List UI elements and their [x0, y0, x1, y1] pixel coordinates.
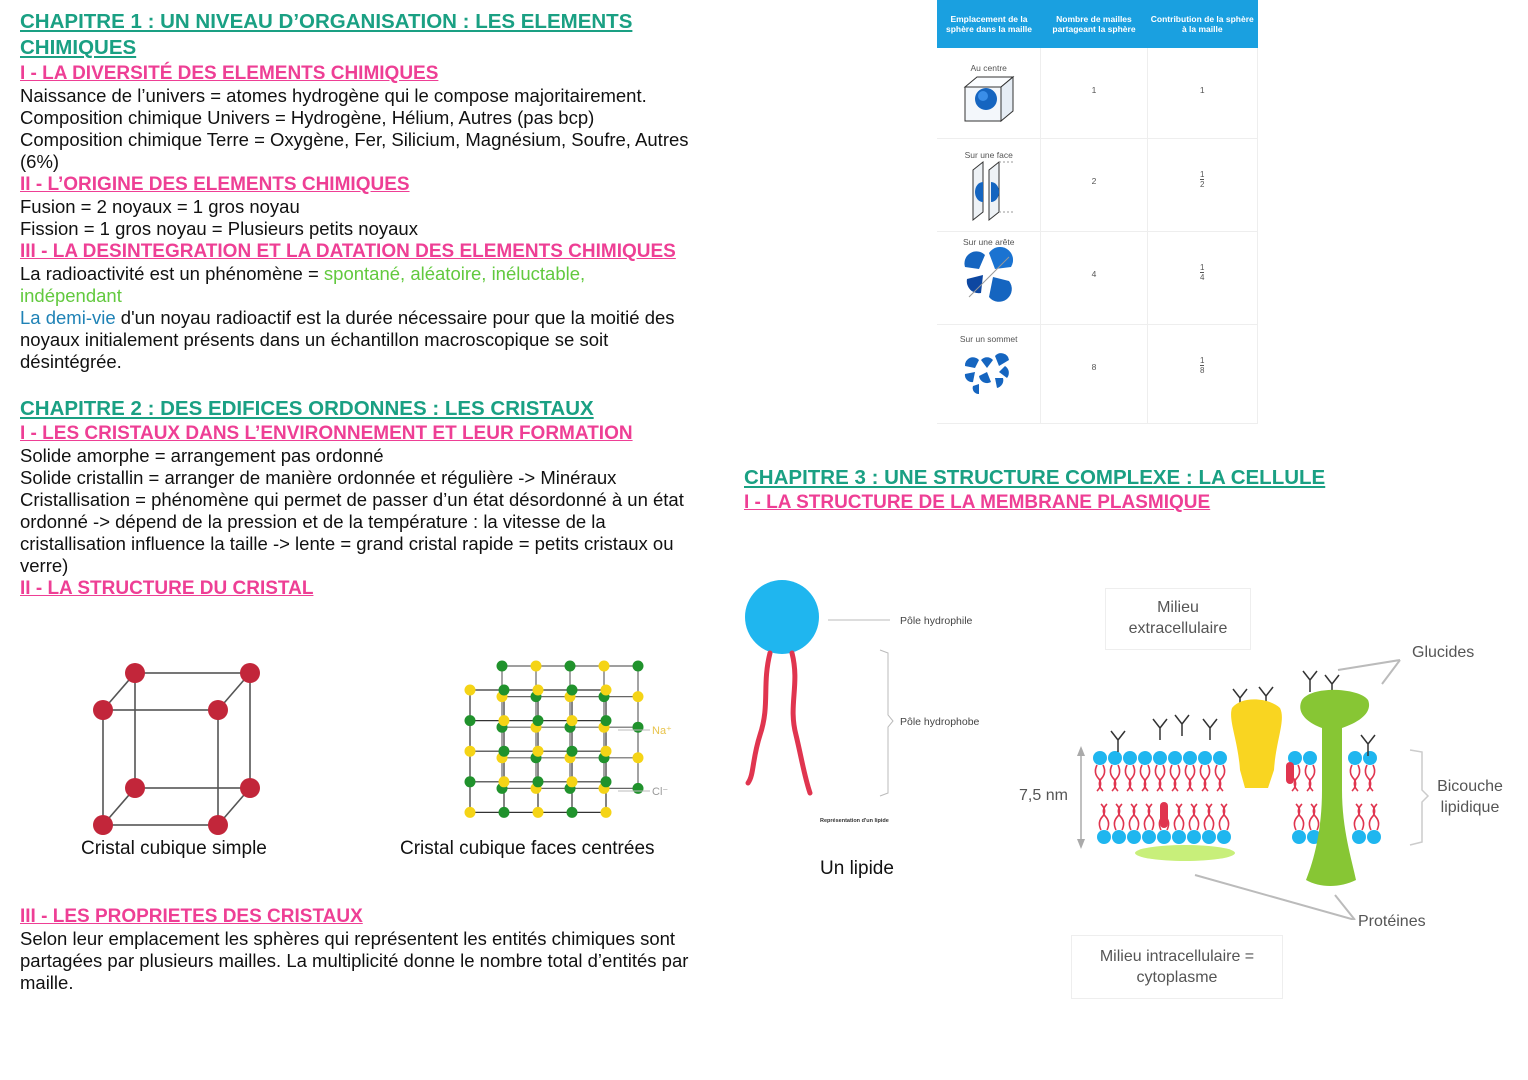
ch1-section2-title: II - L’ORIGINE DES ELEMENTS CHIMIQUES [20, 174, 410, 195]
extracellular-box: Milieu extracellulaire [1105, 588, 1251, 650]
ion-sphere [601, 746, 612, 757]
phospholipid-head [1112, 830, 1126, 844]
table-header: Emplacement de la sphère dans la maille [937, 0, 1041, 48]
face-sphere-icon [959, 160, 1019, 225]
row-label-edge: Sur une arête [962, 237, 1015, 247]
phospholipid-head [1363, 751, 1377, 765]
ch3-section1-title: I - LA STRUCTURE DE LA MEMBRANE PLASMIQUE [744, 492, 1211, 513]
row-contribution-fraction [1200, 170, 1204, 189]
ion-sphere [567, 807, 578, 818]
radioactivity-properties: spontané, aléatoire, inéluctable, indépendant [20, 263, 586, 306]
ch1-s1-line3: Composition chimique Terre = Oxygène, Fer, Silicium, Magnésium, Soufre, Autres (6%) [20, 129, 689, 172]
ion-sphere [567, 776, 578, 787]
table-header: Contribution de la sphère à la maille [1147, 0, 1257, 48]
radioactivity-intro: La radioactivité est un phénomène = [20, 263, 324, 284]
phospholipid-head [1097, 830, 1111, 844]
phospholipid-head [1123, 751, 1137, 765]
row-label-face: Sur une face [964, 150, 1013, 160]
ion-sphere [533, 746, 544, 757]
chapter3-title: CHAPITRE 3 : UNE STRUCTURE COMPLEXE : LA CELLULE [744, 466, 1326, 489]
phospholipid-head [1172, 830, 1186, 844]
fraction-denominator: 8 [1200, 366, 1205, 375]
phospholipid-head [1108, 751, 1122, 765]
ion-sphere [465, 746, 476, 757]
phospholipid-head [1217, 830, 1231, 844]
hydrophilic-head-icon [745, 580, 819, 654]
ch1-s2-line1: Fusion = 2 noyaux = 1 gros noyau [20, 196, 300, 217]
chapter1 [20, 9, 720, 373]
centre-sphere-icon [959, 75, 1019, 125]
ion-sphere [465, 776, 476, 787]
ch2-section1-title: I - LES CRISTAUX DANS L’ENVIRONNEMENT ET LEUR FORMATION [20, 423, 633, 444]
table-row [937, 48, 1258, 139]
phospholipid-head [1187, 830, 1201, 844]
ion-sphere [633, 691, 644, 702]
row-count: 8 [1091, 362, 1097, 372]
intracellular-box: Milieu intracellulaire = cytoplasme [1071, 935, 1283, 999]
fcc-nacl-diagram [460, 660, 690, 820]
phospholipid-head [1198, 751, 1212, 765]
ion-sphere [633, 722, 644, 733]
ch2-section2-title: II - LA STRUCTURE DU CRISTAL [20, 578, 314, 599]
row-count: 1 [1091, 85, 1097, 95]
ion-sphere [499, 685, 510, 696]
ion-sphere [499, 807, 510, 818]
row-count: 2 [1091, 176, 1097, 186]
ion-sphere [567, 746, 578, 757]
ion-sphere [633, 752, 644, 763]
phospholipid-head [1213, 751, 1227, 765]
ion-sphere [533, 715, 544, 726]
ch1-s1-line1: Naissance de l’univers = atomes hydrogène qui le compose majoritairement. [20, 85, 647, 106]
half-life-term: La demi-vie [20, 307, 116, 328]
row-contribution-fraction [1200, 356, 1204, 375]
chapter2 [20, 396, 720, 600]
phospholipid-head [1153, 751, 1167, 765]
fraction-denominator: 2 [1200, 180, 1205, 189]
chapter2-title: CHAPITRE 2 : DES EDIFICES ORDONNES : LES CRISTAUX [20, 397, 594, 420]
phospholipid-head [1202, 830, 1216, 844]
ch2-section3 [20, 905, 710, 994]
ion-sphere [533, 685, 544, 696]
edge-sphere-icon [959, 247, 1019, 307]
table-row [937, 232, 1258, 325]
ion-sphere [465, 685, 476, 696]
ch2-s1-line2: Solide cristallin = arranger de manière ordonnée et régulière -> Minéraux [20, 467, 617, 488]
bilayer-label: Bicouche lipidique [1437, 778, 1503, 816]
ch2-section3-title: III - LES PROPRIETES DES CRISTAUX [20, 906, 363, 927]
ch1-section3-title: III - LA DESINTEGRATION ET LA DATATION DES ELEMENTS CHIMIQUES [20, 241, 676, 262]
fraction-numerator: 1 [1200, 170, 1205, 179]
phospholipid-head [1367, 830, 1381, 844]
simple-cubic-caption: Cristal cubique simple [81, 838, 267, 859]
phospholipid-head [1183, 751, 1197, 765]
ch1-s3-para2 [20, 307, 710, 373]
phospholipid-head [1093, 751, 1107, 765]
peripheral-protein [1135, 845, 1235, 861]
phospholipid-head [1292, 830, 1306, 844]
lipid-diagram [740, 575, 1000, 835]
ion-sphere [533, 807, 544, 818]
cl-label: Cl⁻ [652, 786, 669, 798]
yellow-protein [1231, 699, 1282, 788]
sphere-contribution-table [937, 0, 1258, 424]
lipid-representation-label: Représentation d'un lipide [820, 818, 889, 824]
ion-sphere [565, 661, 576, 672]
na-label: Na⁺ [652, 725, 672, 737]
hydrophilic-label: Pôle hydrophile [900, 615, 973, 627]
ion-sphere [499, 776, 510, 787]
table-header: Nombre de mailles partageant la sphère [1041, 0, 1147, 48]
vertex-sphere-icon [959, 344, 1019, 399]
ion-sphere [633, 783, 644, 794]
ion-sphere [601, 807, 612, 818]
ion-sphere [599, 661, 610, 672]
ch1-s3-para1 [20, 263, 660, 307]
ch2-s1-line3: Cristallisation = phénomène qui permet de passer d’un état désordonné à un état ordonné -> dépend de la pression et de la température : la vitesse de la cristallisation influence la taille -> lente = grand cristal rapide = petits cristaux ou verre) [20, 489, 684, 576]
phospholipid-head [1348, 751, 1362, 765]
glucides-label: Glucides [1412, 644, 1475, 661]
membrane-diagram [1070, 640, 1430, 920]
fcc-caption: Cristal cubique faces centrées [400, 838, 655, 859]
ion-sphere [497, 661, 508, 672]
ion-sphere [465, 807, 476, 818]
ion-sphere [533, 776, 544, 787]
row-contribution-fraction [1200, 263, 1204, 282]
ion-sphere [601, 715, 612, 726]
phospholipid-head [1142, 830, 1156, 844]
hydrophobic-label: Pôle hydrophobe [900, 716, 980, 728]
ion-sphere [601, 685, 612, 696]
ion-sphere [633, 661, 644, 672]
row-contribution: 1 [1199, 85, 1205, 95]
fcc-lattice [465, 661, 644, 818]
phospholipid-head [1138, 751, 1152, 765]
phospholipid-head [1303, 751, 1317, 765]
ch2-s1-line1: Solide amorphe = arrangement pas ordonné [20, 445, 384, 466]
ch1-section1-title: I - LA DIVERSITÉ DES ELEMENTS CHIMIQUES [20, 63, 439, 84]
ion-sphere [499, 715, 510, 726]
chapter1-title: CHAPITRE 1 : UN NIVEAU D’ORGANISATION : LES ELEMENTS CHIMIQUES [20, 10, 633, 59]
simple-cubic-diagram [85, 655, 275, 840]
ion-sphere [567, 715, 578, 726]
row-label-vertex: Sur un sommet [959, 334, 1018, 344]
ion-sphere [465, 715, 476, 726]
fraction-numerator: 1 [1200, 356, 1205, 365]
proteins-label: Protéines [1358, 913, 1426, 930]
chapter3 [744, 465, 1444, 514]
phospholipid-head [1157, 830, 1171, 844]
table-header-row [937, 0, 1258, 48]
ion-sphere [601, 776, 612, 787]
ch2-s3-text: Selon leur emplacement les sphères qui représentent les entités chimiques sont partagées par plusieurs mailles. La multiplicité donne le nombre total d’entités par maille. [20, 928, 689, 993]
ion-sphere [499, 746, 510, 757]
ion-sphere [531, 661, 542, 672]
phospholipid-head [1168, 751, 1182, 765]
table-row [937, 139, 1258, 232]
fraction-denominator: 4 [1200, 273, 1205, 282]
ch1-s2-line2: Fission = 1 gros noyau = Plusieurs petits noyaux [20, 218, 418, 239]
lipid-caption: Un lipide [820, 858, 894, 879]
ch1-s1-line2: Composition chimique Univers = Hydrogène, Hélium, Autres (pas bcp) [20, 107, 595, 128]
phospholipid-head [1352, 830, 1366, 844]
phospholipid-head [1127, 830, 1141, 844]
row-label-centre: Au centre [970, 63, 1007, 73]
row-count: 4 [1091, 269, 1097, 279]
half-life-definition: d'un noyau radioactif est la durée nécessaire pour que la moitié des noyaux initialement présents dans un échantillon macroscopique se soit désintégrée. [20, 307, 675, 372]
thickness-label: 7,5 nm [1019, 787, 1068, 804]
fraction-numerator: 1 [1200, 263, 1205, 272]
ion-sphere [567, 685, 578, 696]
table-row [937, 325, 1258, 424]
